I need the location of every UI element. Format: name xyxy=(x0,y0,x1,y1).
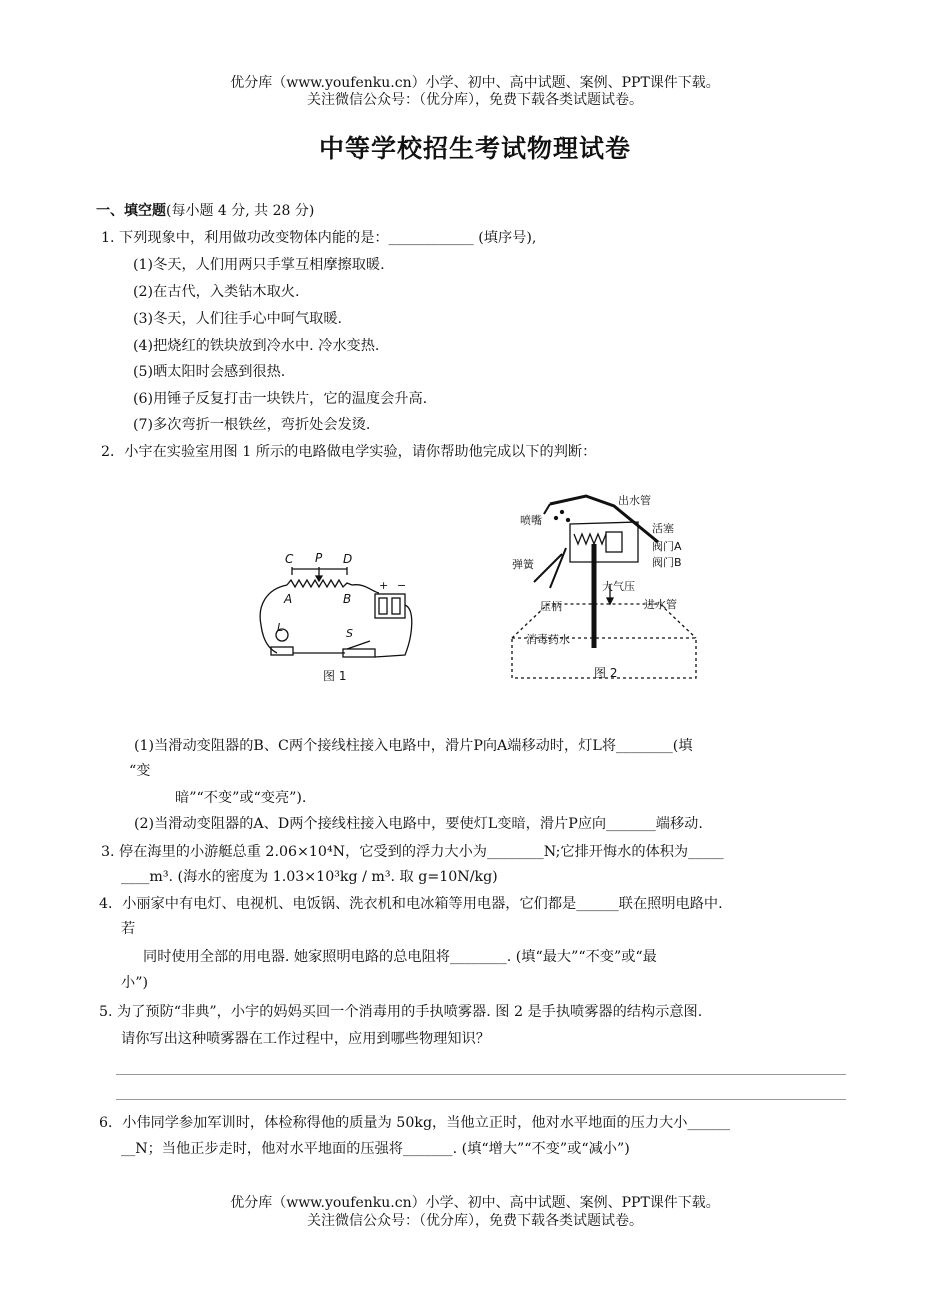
fig2-label-inlet: 进水管 xyxy=(644,598,677,611)
q2-stem: 2．小宇在实验室用图 1 所示的电路做电学实验，请你帮助他完成以下的判断： xyxy=(101,444,597,460)
fig2-cylinder xyxy=(570,522,638,562)
q1-item: (7)多次弯折一根铁丝，弯折处会发烫. xyxy=(133,417,371,433)
fig1-label-p: P xyxy=(315,551,323,565)
q1-item: (3)冬天，人们往手心中呵气取暖. xyxy=(133,311,343,327)
q3-line1: 3. 停在海里的小游艇总重 2.06×10⁴N，它受到的浮力大小为________N;它排开悔水的体积为_____ xyxy=(101,844,724,860)
q6-line2: __N；当他正步走时，他对水平地面的压强将_______. (填“增大”“不变”或“减小”) xyxy=(121,1141,630,1157)
q2-part1-line2: “变 xyxy=(129,763,151,779)
footer-line-1: 优分库（www.youfenku.cn）小学、初中、高中试题、案例、PPT课件下载。 xyxy=(230,1195,720,1211)
footer-line-2: 关注微信公众号：（优分库），免费下载各类试题试卷。 xyxy=(307,1213,643,1229)
q5-line2: 请你写出这种喷雾器在工作过程中，应用到哪些物理知识？ xyxy=(121,1031,490,1047)
fig1-label-b: B xyxy=(343,592,352,606)
fig2-piston xyxy=(606,532,622,552)
fig1-label-plus: + xyxy=(379,579,389,592)
fig2-spring-coil xyxy=(574,534,606,544)
q2-part1-line3: 暗”“不变”或“变亮”). xyxy=(175,790,307,806)
fig1-wire-left xyxy=(260,585,287,653)
fig2-spray-dot xyxy=(561,511,564,514)
fig1-label-s: S xyxy=(346,627,353,640)
fig1-switch-lever xyxy=(347,641,370,649)
fig1-label-c: C xyxy=(285,552,294,566)
q1-item: (6)用锤子反复打击一块铁片，它的温度会升高. xyxy=(133,391,428,407)
figure-1-circuit xyxy=(255,545,425,690)
fig2-label-valve-a: 阀门A xyxy=(652,540,682,553)
q6-line1: 6．小伟同学参加军训时，体检称得他的质量为 50kg，当他立正时，他对水平地面的压力大小______ xyxy=(99,1115,730,1131)
fig2-label-valve-b: 阀门B xyxy=(652,556,682,569)
fig1-cell-1 xyxy=(379,598,387,614)
q1-item: (2)在古代，入类钻木取火. xyxy=(133,284,300,300)
figure-2-sprayer xyxy=(510,488,700,688)
fig2-caption: 图 2 xyxy=(594,666,618,680)
fig2-label-handle: 压柄 xyxy=(540,600,562,613)
fig2-label-nozzle: 喷嘴 xyxy=(520,514,542,527)
fig2-label-spring: 弹簧 xyxy=(512,558,534,571)
fig2-spray-dot xyxy=(555,517,558,520)
q4-line1: 4．小丽家中有电灯、电视机、电饭锅、洗衣机和电冰箱等用电器，它们都是______联在照明电路中. xyxy=(99,896,723,912)
fig2-label-piston: 活塞 xyxy=(652,522,674,535)
fig1-wire-right xyxy=(375,605,412,657)
q4-line2: 若 xyxy=(121,921,136,937)
fig2-nozzle-tip xyxy=(544,504,550,514)
answer-line xyxy=(116,1099,846,1100)
q1-item: (1)冬天，人们用两只手掌互相摩擦取暖. xyxy=(133,257,385,273)
q1-stem: 1. 下列现象中，利用做功改变物体内能的是：____________ (填序号), xyxy=(101,230,537,246)
fig1-wire-top-right xyxy=(352,585,379,593)
fig1-label-d: D xyxy=(343,552,353,566)
page-title: 中等学校招生考试物理试卷 xyxy=(318,134,631,163)
q2-part1-line1: (1)当滑动变阻器的B、C两个接线柱接入电路中，滑片P向A端移动时，灯L将________(填 xyxy=(134,738,693,754)
fig1-switch-base xyxy=(343,649,375,657)
answer-line xyxy=(116,1074,846,1075)
fig1-cell-2 xyxy=(392,598,400,614)
section-heading-note: (每小题 4 分, 共 28 分) xyxy=(166,203,315,219)
fig2-label-liquid: 消毒药水 xyxy=(526,633,570,646)
header-line-1: 优分库（www.youfenku.cn）小学、初中、高中试题、案例、PPT课件下载。 xyxy=(230,75,720,91)
header-line-2: 关注微信公众号：（优分库），免费下载各类试题试卷。 xyxy=(307,92,643,108)
fig1-caption: 图 1 xyxy=(323,669,347,683)
fig2-atm-arrowhead xyxy=(607,598,613,604)
fig1-label-a: A xyxy=(284,592,293,606)
q3-line2: ____m³. (海水的密度为 1.03×10³kg / m³. 取 g=10N/kg) xyxy=(121,869,498,885)
fig2-handle xyxy=(534,548,566,588)
fig1-slider-arrow xyxy=(316,576,322,581)
fig1-label-minus: − xyxy=(397,579,407,592)
q1-item: (4)把烧红的铁块放到冷水中. 冷水变热. xyxy=(133,338,380,354)
q5-line1: 5. 为了预防“非典”，小宇的妈妈买回一个消毒用的手执喷雾器. 图 2 是手执喷雾器的结构示意图. xyxy=(99,1004,703,1020)
fig2-label-outlet: 出水管 xyxy=(618,494,651,507)
section-heading xyxy=(96,200,314,220)
q1-item: (5)晒太阳时会感到很热. xyxy=(133,364,286,380)
fig2-spray-dot xyxy=(567,519,570,522)
q4-line4: 小”) xyxy=(121,975,148,991)
q4-line3: 同时使用全部的用电器. 她家照明电路的总电阻将________. (填“最大”“不变”或“最 xyxy=(143,949,657,965)
fig1-label-l: L xyxy=(277,621,284,634)
section-heading-label: 一、填空题 xyxy=(96,203,166,219)
fig2-label-atm: 大气压 xyxy=(602,580,635,593)
q2-part2: (2)当滑动变阻器的A、D两个接线柱接入电路中，要使灯L变暗，滑片P应向_______端移动. xyxy=(134,816,703,832)
